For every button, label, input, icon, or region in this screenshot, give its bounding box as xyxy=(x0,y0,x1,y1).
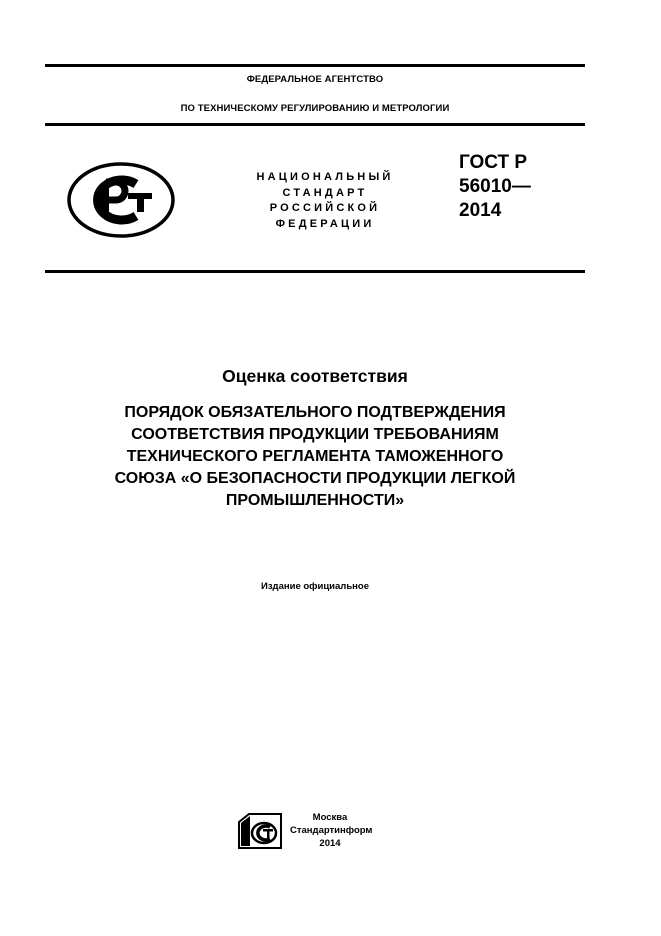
national-standard-line4: ФЕДЕРАЦИИ xyxy=(275,217,375,230)
national-standard-line3: РОССИЙСКОЙ xyxy=(269,202,381,214)
edition-label: Издание официальное xyxy=(261,581,369,592)
subtitle-line3: ТЕХНИЧЕСКОГО РЕГЛАМЕНТА ТАМОЖЕННОГО xyxy=(126,448,504,465)
publication-year: 2014 xyxy=(319,838,341,849)
designation-rule xyxy=(45,270,585,273)
publisher-name: Стандартинформ xyxy=(290,825,373,836)
subtitle-line1: ПОРЯДОК ОБЯЗАТЕЛЬНОГО ПОДТВЕРЖДЕНИЯ xyxy=(124,404,506,421)
document-subtitle xyxy=(45,402,585,512)
designation-line1: ГОСТ Р xyxy=(459,152,528,173)
designation-line2: 56010— xyxy=(459,176,531,197)
top-rule xyxy=(45,64,585,67)
standartinform-logo-icon xyxy=(237,812,283,850)
agency-name-line2: ПО ТЕХНИЧЕСКОМУ РЕГУЛИРОВАНИЮ И МЕТРОЛОГИИ xyxy=(180,103,450,114)
publisher-city: Москва xyxy=(312,812,348,823)
national-standard-label xyxy=(230,170,420,232)
subtitle-line2: СООТВЕТСТВИЯ ПРОДУКЦИИ ТРЕБОВАНИЯМ xyxy=(131,426,499,443)
subtitle-line4: СОЮЗА «О БЕЗОПАСНОСТИ ПРОДУКЦИИ ЛЕГКОЙ xyxy=(114,470,516,487)
agency-name-line1: ФЕДЕРАЛЬНОЕ АГЕНТСТВО xyxy=(246,74,384,85)
designation-line3: 2014 xyxy=(459,200,502,221)
standard-designation xyxy=(459,151,531,223)
rst-certification-mark-icon xyxy=(66,162,176,238)
national-standard-line2: СТАНДАРТ xyxy=(282,186,368,199)
document-title: Оценка соответствия xyxy=(222,366,408,386)
publisher-block xyxy=(290,811,373,850)
header-rule xyxy=(45,123,585,126)
subtitle-line5: ПРОМЫШЛЕННОСТИ» xyxy=(225,492,405,509)
national-standard-line1: НАЦИОНАЛЬНЫЙ xyxy=(256,171,394,183)
